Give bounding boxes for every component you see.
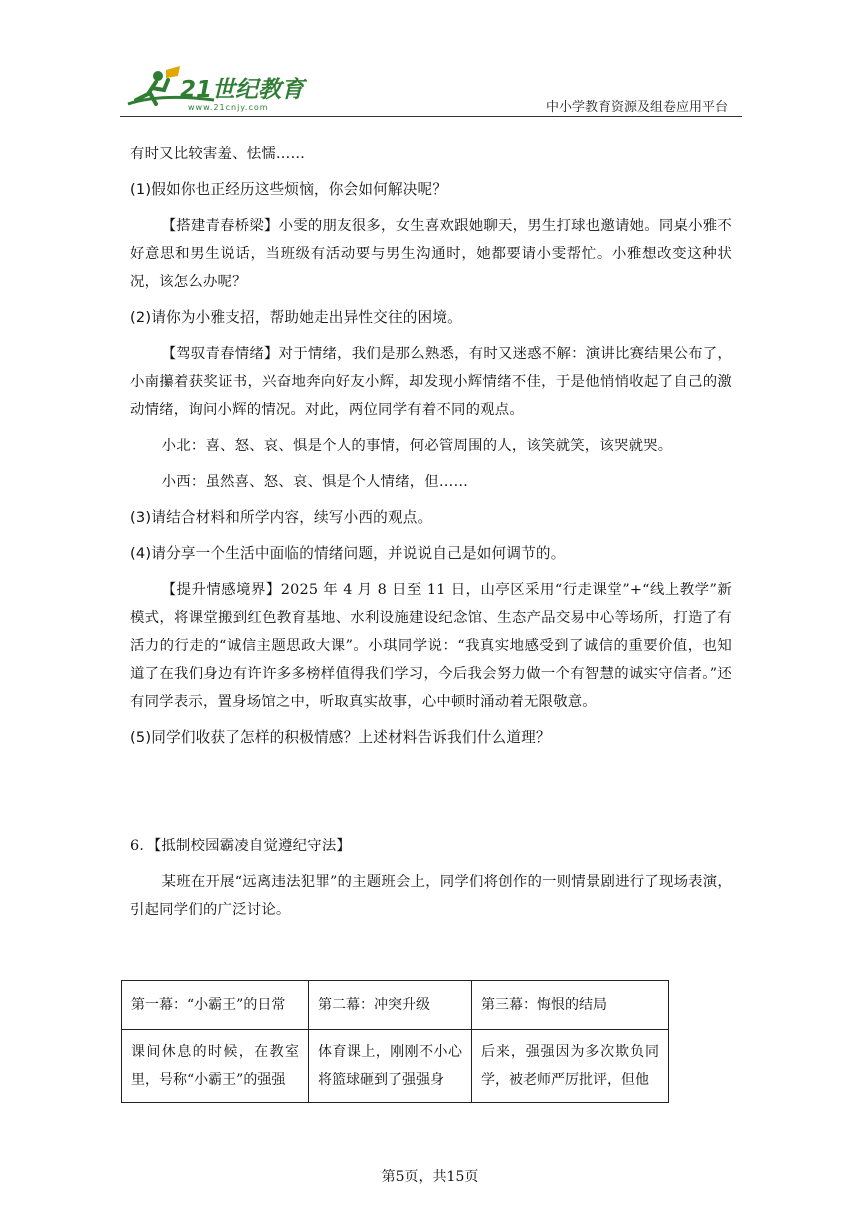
logo-url: www.21cnjy.com xyxy=(188,103,269,112)
scene-table xyxy=(121,980,669,1103)
table-cell xyxy=(309,1030,472,1103)
table-header-cell: 第一幕：“小霸王”的日常 xyxy=(122,981,309,1030)
header-divider xyxy=(120,116,742,117)
site-logo[interactable] xyxy=(122,66,322,112)
xiaobei-view: 小北：喜、怒、哀、惧是个人的事情，何必管周围的人，该笑就笑，该哭就哭。 xyxy=(161,438,673,454)
section-6-intro: 某班在开展“远离违法犯罪”的主题班会上，同学们将创作的一则情景剧进行了现场表演，引起同学们的广泛讨论。 xyxy=(130,874,732,918)
section-6-title: 6．【抵制校园霸凌自觉遵纪守法】 xyxy=(130,838,352,854)
table-header-row xyxy=(122,981,669,1030)
question-3: (3)请结合材料和所学内容，续写小西的观点。 xyxy=(130,509,433,526)
question-content xyxy=(130,140,732,932)
intro-line: 有时又比较害羞、怯懦…… xyxy=(130,146,306,162)
table-header-cell: 第二幕：冲突升级 xyxy=(309,981,472,1030)
platform-name: 中小学教育资源及组卷应用平台 xyxy=(545,100,728,115)
page-number: 第5页，共15页 xyxy=(381,1169,479,1185)
table-row xyxy=(122,1030,669,1103)
runner-logo-icon xyxy=(122,66,322,112)
bridge-paragraph: 【搭建青春桥梁】小雯的朋友很多，女生喜欢跟她聊天，男生打球也邀请她。同桌小雅不好意思和男生说话，当班级有活动要与男生沟通时，她都要请小雯帮忙。小雅想改变这种状况，该怎么办呢？ xyxy=(130,218,732,290)
scene-1-text: 课间休息的时候，在教室里，号称“小霸王”的强强 xyxy=(131,1044,299,1088)
table-cell xyxy=(472,1030,669,1103)
question-4: (4)请分享一个生活中面临的情绪问题，并说说自己是如何调节的。 xyxy=(130,545,566,562)
page-header xyxy=(120,66,742,118)
logo-wordmark: 21世纪教育 xyxy=(180,77,305,103)
xiaoxi-view: 小西：虽然喜、怒、哀、惧是个人情绪，但…… xyxy=(161,474,469,490)
answer-space xyxy=(130,760,732,832)
table-header-cell: 第三幕：悔恨的结局 xyxy=(472,981,669,1030)
question-5: (5)同学们收获了怎样的积极情感？上述材料告诉我们什么道理？ xyxy=(130,729,551,746)
emotion-paragraph: 【驾驭青春情绪】对于情绪，我们是那么熟悉，有时又迷惑不解：演讲比赛结果公布了，小南攥着获奖证书，兴奋地奔向好友小辉，却发现小辉情绪不佳，于是他悄悄收起了自己的激动情绪，询问小辉的情况。对此，两位同学有着不同的观点。 xyxy=(130,346,732,418)
improve-paragraph: 【提升情感境界】2025 年 4 月 8 日至 11 日，山亭区采用“行走课堂”+“线上教学”新模式，将课堂搬到红色教育基地、水利设施建设纪念馆、生态产品交易中心等场所，打造了有活力的行走的“诚信主题思政大课”。小琪同学说：“我真实地感受到了诚信的重要价值，也知道了在我们身边有许许多多榜样值得我们学习，今后我会努力做一个有智慧的诚实守信者。”还有同学表示，置身场馆之中，听取真实故事，心中顿时涌动着无限敬意。 xyxy=(130,582,732,710)
scene-2-text: 体育课上，刚刚不小心将篮球砸到了强强身 xyxy=(318,1044,462,1088)
question-2: (2)请你为小雅支招，帮助她走出异性交往的困境。 xyxy=(130,309,462,326)
table-cell xyxy=(122,1030,309,1103)
scene-3-text: 后来，强强因为多次欺负同学，被老师严厉批评，但他 xyxy=(481,1044,659,1088)
question-1: (1)假如你也正经历这些烦恼，你会如何解决呢？ xyxy=(130,181,448,198)
